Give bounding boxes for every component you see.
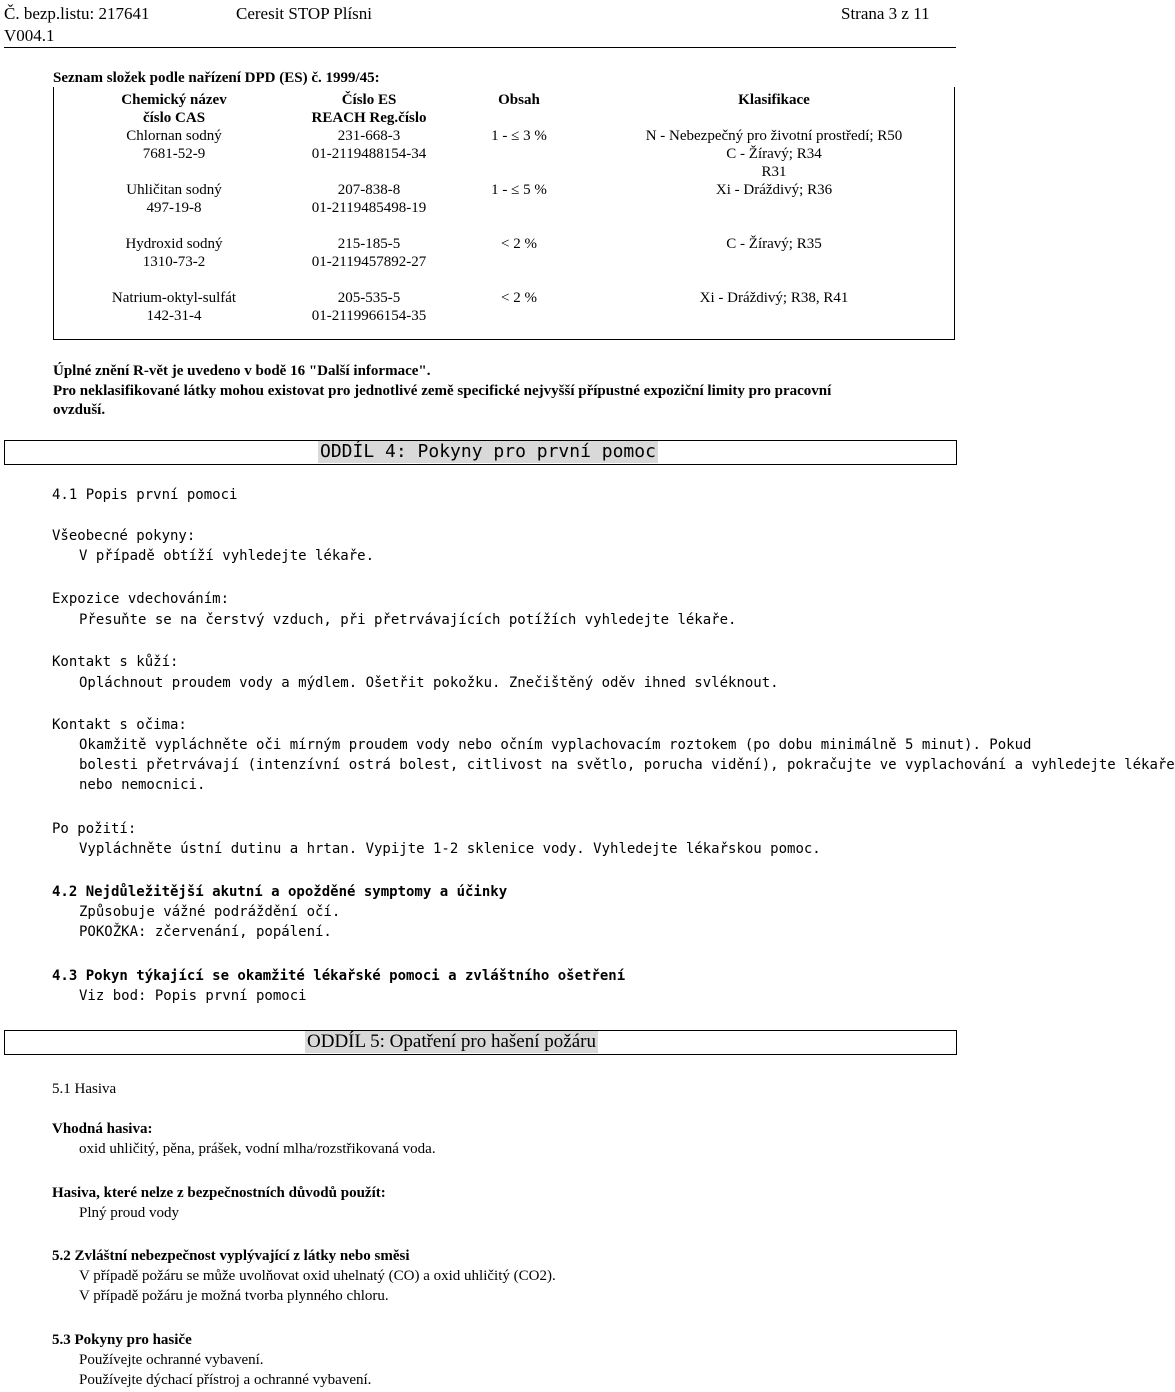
table-row-class: Xi - Dráždivý; R38, R41	[699, 290, 849, 306]
subsection-5-2: 5.2 Zvláštní nebezpečnost vyplývající z látky nebo směsi	[52, 1248, 410, 1264]
product-name: Ceresit STOP Plísni	[236, 4, 373, 23]
subsection-4-1: 4.1 Popis první pomoci	[52, 487, 238, 503]
eye-contact-text-cont: bolesti přetrvávají (intenzívní ostrá bolest, citlivost na světlo, porucha vidění), pokračujte ve vyplachování a vyhledejte lékaře	[79, 757, 1175, 773]
suitable-media-label: Vhodná hasiva:	[52, 1121, 153, 1137]
table-row-name: Hydroxid sodný 1310-73-2	[125, 236, 223, 270]
exposure-limits-note: Pro neklasifikované látky mohou existovat pro jednotlivé země specifické nejvyšší přípustné expoziční limity pro pracovní	[53, 383, 832, 399]
ingestion-label: Po požití:	[52, 821, 137, 837]
header-divider	[4, 47, 956, 48]
table-row-ec: 207-838-8 01-2119485498-19	[311, 182, 427, 216]
unsuitable-media-text: Plný proud vody	[79, 1205, 180, 1221]
section-4-title: ODDÍL 4: Pokyny pro první pomoc	[320, 441, 656, 462]
suitable-media-text: oxid uhličitý, pěna, prášek, vodní mlha/rozstřikovaná voda.	[79, 1141, 436, 1157]
skin-contact-text: Opláchnout proudem vody a mýdlem. Ošetřit pokožku. Znečištěný oděv ihned svléknout.	[79, 675, 779, 691]
general-advice-label: Všeobecné pokyny:	[52, 528, 196, 544]
table-row-class: Xi - Dráždivý; R36	[715, 182, 833, 198]
subsection-5-1: 5.1 Hasiva	[52, 1081, 117, 1097]
table-row-name: Natrium-oktyl-sulfát 142-31-4	[111, 290, 237, 324]
ingestion-text: Vypláchněte ústní dutinu a hrtan. Vypijte 1-2 sklenice vody. Vyhledejte lékařskou pomoc.	[79, 841, 821, 857]
col-ec-header: Číslo ES REACH Reg.číslo	[311, 92, 427, 126]
table-row-ec: 215-185-5 01-2119457892-27	[311, 236, 427, 270]
section-5-title: ODDÍL 5: Opatření pro hašení požáru	[307, 1031, 596, 1052]
general-advice-text: V případě obtíží vyhledejte lékaře.	[79, 548, 375, 564]
table-row-content: < 2 %	[501, 290, 537, 306]
r-phrases-note: Úplné znění R-vět je uvedeno v bodě 16 "Další informace".	[53, 363, 431, 379]
eye-contact-text-end: nebo nemocnici.	[79, 777, 206, 793]
table-row-ec: 205-535-5 01-2119966154-35	[311, 290, 427, 324]
eye-contact-text: Okamžitě vypláchněte oči mírným proudem vody nebo očním vyplachovacím roztokem (po dobu minimálně 5 minut). Pokud	[79, 737, 1032, 753]
col-name-header: Chemický název číslo CAS	[121, 92, 227, 126]
col-content-header: Obsah	[498, 92, 540, 108]
table-row-ec: 231-668-3 01-2119488154-34	[311, 128, 427, 162]
subsection-4-3: 4.3 Pokyn týkající se okamžité lékařské pomoci a zvláštního ošetření	[52, 968, 626, 984]
table-row-content: 1 - ≤ 3 %	[491, 128, 547, 144]
table-row-content: 1 - ≤ 5 %	[491, 182, 547, 198]
table-row-class: C - Žíravý; R35	[726, 236, 822, 252]
table-row-name: Uhličitan sodný 497-19-8	[126, 182, 222, 216]
special-hazards-text-1: V případě požáru se může uvolňovat oxid uhelnatý (CO) a oxid uhličitý (CO2).	[79, 1268, 556, 1284]
table-row-name: Chlornan sodný 7681-52-9	[126, 128, 222, 162]
firefighter-advice-1: Používejte ochranné vybavení.	[79, 1352, 264, 1368]
inhalation-text: Přesuňte se na čerstvý vzduch, při přetrvávajících potížích vyhledejte lékaře.	[79, 612, 737, 628]
special-hazards-text-2: V případě požáru je možná tvorba plynného chloru.	[79, 1288, 389, 1304]
medical-attention-text: Viz bod: Popis první pomoci	[79, 988, 307, 1004]
eye-contact-label: Kontakt s očima:	[52, 717, 187, 733]
doc-number: Č. bezp.listu: 217641	[4, 4, 150, 23]
symptoms-text-1: Způsobuje vážné podráždění očí.	[79, 904, 341, 920]
unsuitable-media-label: Hasiva, které nelze z bezpečnostních důvodů použít:	[52, 1185, 386, 1201]
ingredients-heading: Seznam složek podle nařízení DPD (ES) č. 1999/45:	[53, 70, 380, 86]
skin-contact-label: Kontakt s kůží:	[52, 654, 179, 670]
col-class-header: Klasifikace	[738, 92, 810, 108]
table-row-content: < 2 %	[501, 236, 537, 252]
table-row-class: N - Nebezpečný pro životní prostředí; R50 C - Žíravý; R34 R31	[645, 128, 903, 180]
symptoms-text-2: POKOŽKA: zčervenání, popálení.	[79, 924, 332, 940]
firefighter-advice-2: Používejte dýchací přístroj a ochranné vybavení.	[79, 1372, 372, 1388]
inhalation-label: Expozice vdechováním:	[52, 591, 230, 607]
doc-version: V004.1	[4, 26, 55, 45]
ingredients-table	[53, 87, 955, 340]
page-number: Strana 3 z 11	[841, 4, 930, 23]
exposure-limits-note-cont: ovzduší.	[53, 402, 106, 418]
subsection-4-2: 4.2 Nejdůležitější akutní a opožděné symptomy a účinky	[52, 884, 508, 900]
subsection-5-3: 5.3 Pokyny pro hasiče	[52, 1332, 192, 1348]
